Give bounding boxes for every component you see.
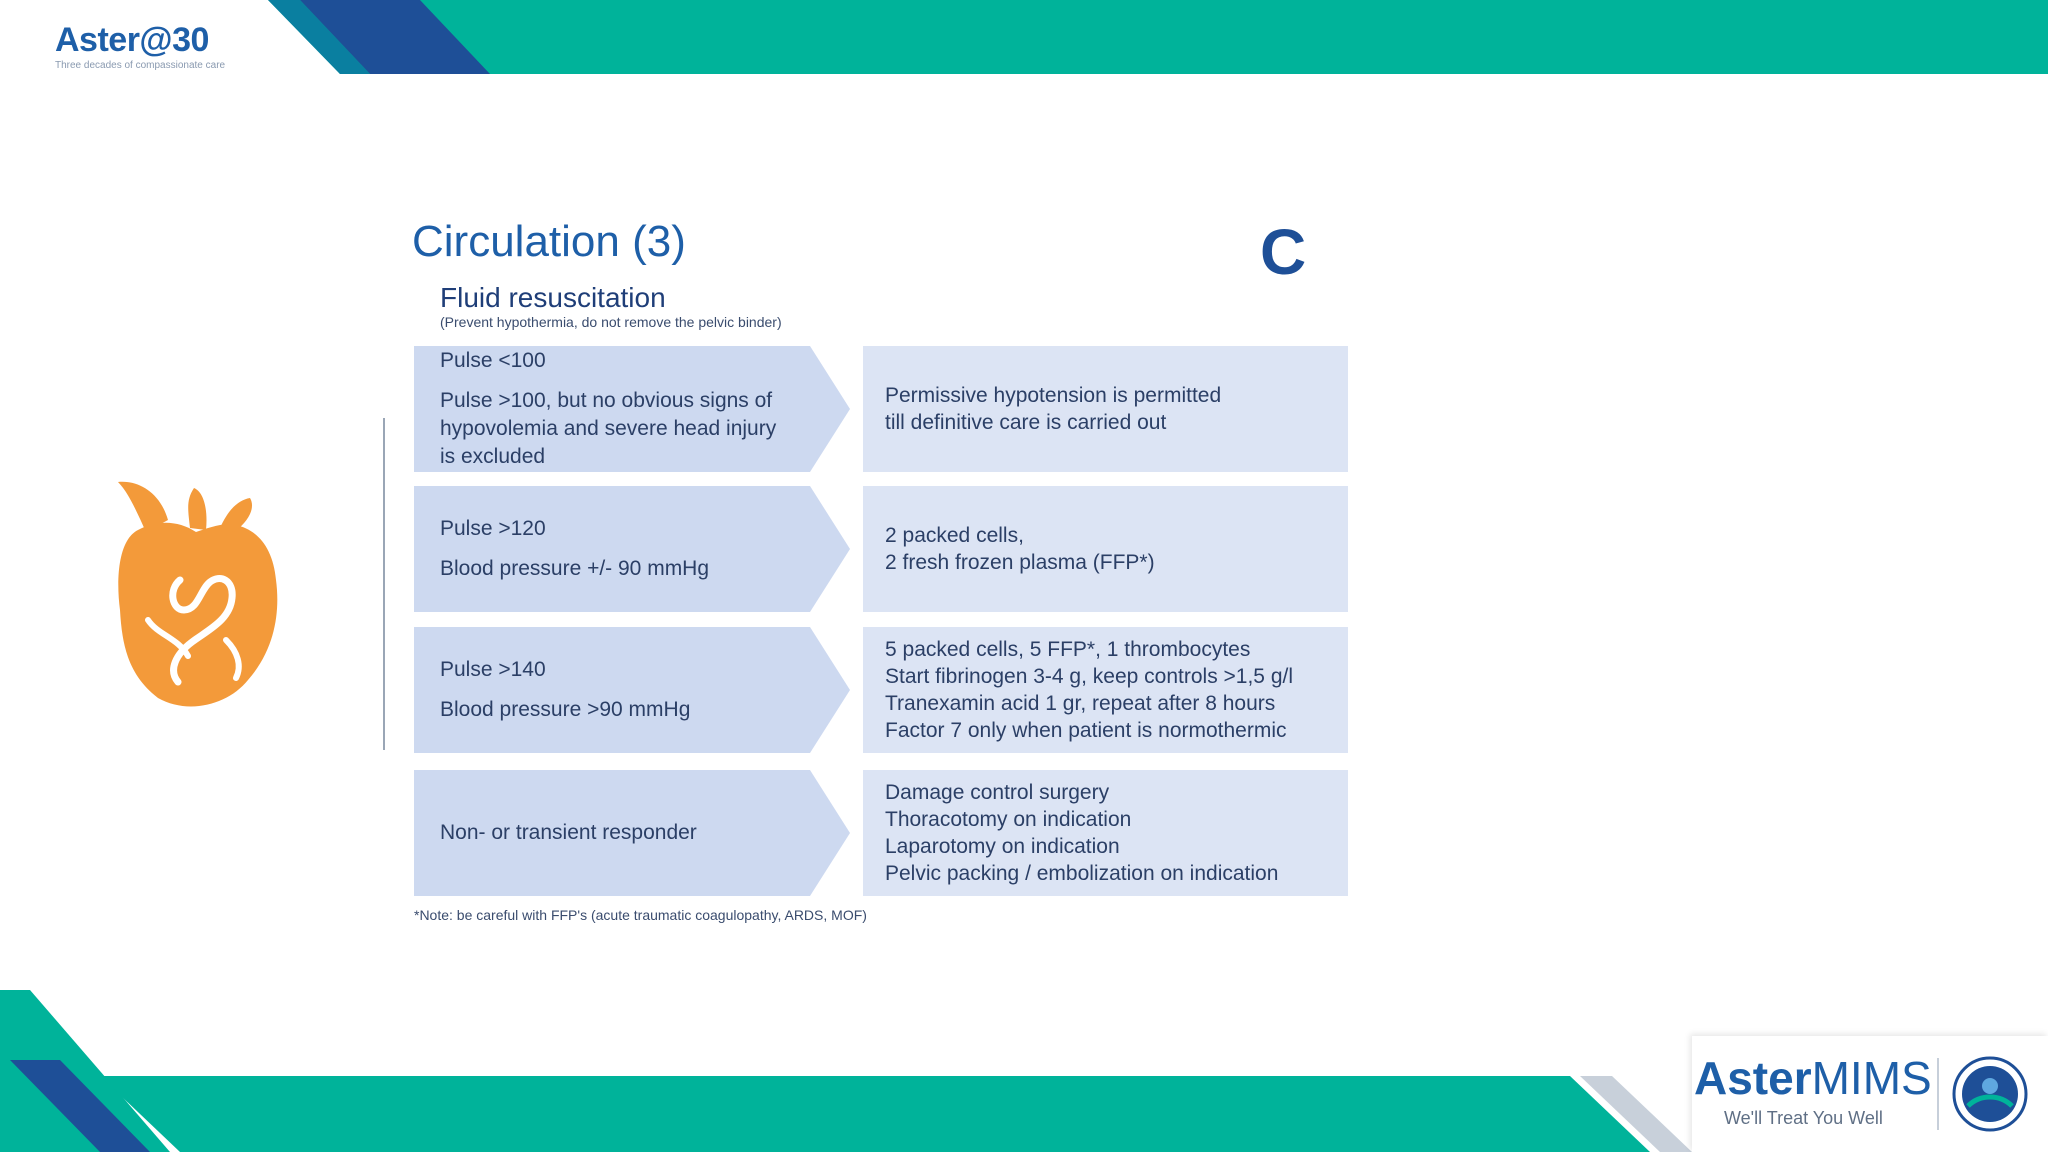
section-letter: C (1260, 216, 1307, 288)
action-line: Damage control surgery (885, 781, 1110, 804)
condition-line: hypovolemia and severe head injury (440, 417, 777, 440)
action-box (863, 770, 1348, 896)
aster-mims-logo (1692, 1036, 2048, 1152)
condition-line: Pulse >100, but no obvious signs of (440, 389, 773, 412)
action-line: Start fibrinogen 3-4 g, keep controls >1,5 g/l (885, 665, 1293, 688)
bottom-logo-tagline: We'll Treat You Well (1724, 1108, 1883, 1128)
top-logo-text: Aster@30 (55, 21, 209, 59)
slide-title: Circulation (3) (412, 217, 686, 266)
action-line: 5 packed cells, 5 FFP*, 1 thrombocytes (885, 638, 1251, 661)
condition-arrow (414, 770, 850, 896)
divider-line (383, 418, 385, 750)
protocol-row-4 (414, 770, 1348, 896)
condition-arrow (414, 627, 850, 753)
top-banner (0, 0, 2048, 74)
action-box (863, 627, 1348, 753)
action-box (863, 346, 1348, 472)
condition-line: Blood pressure >90 mmHg (440, 698, 691, 721)
heart-icon (108, 470, 288, 710)
action-line: 2 fresh frozen plasma (FFP*) (885, 551, 1155, 574)
protocol-row-2 (414, 486, 1348, 612)
condition-line: Pulse >120 (440, 517, 546, 540)
bottom-logo-bold: Aster (1694, 1052, 1812, 1104)
condition-line: Pulse >140 (440, 658, 546, 681)
action-line: Laparotomy on indication (885, 835, 1120, 858)
action-line: 2 packed cells, (885, 524, 1024, 547)
condition-arrow (414, 486, 850, 612)
action-line: Tranexamin acid 1 gr, repeat after 8 hours (885, 692, 1276, 715)
subtitle-note: (Prevent hypothermia, do not remove the pelvic binder) (440, 314, 782, 330)
top-logo-tagline: Three decades of compassionate care (55, 60, 226, 71)
action-line: Thoracotomy on indication (885, 808, 1132, 831)
bottom-logo-text (1694, 1054, 1932, 1102)
action-line: till definitive care is carried out (885, 411, 1167, 434)
condition-line: Blood pressure +/- 90 mmHg (440, 557, 710, 580)
action-line: Factor 7 only when patient is normothermic (885, 719, 1287, 742)
slide-subtitle: Fluid resuscitation (440, 282, 666, 313)
protocol-row-3 (414, 627, 1348, 753)
action-box (863, 486, 1348, 612)
anniversary-seal-icon (1950, 1054, 2030, 1134)
footnote: *Note: be careful with FFP's (acute traumatic coagulopathy, ARDS, MOF) (414, 907, 867, 923)
condition-line: Pulse <100 (440, 349, 546, 372)
logo-divider (1937, 1058, 1939, 1130)
aster-30-logo (55, 22, 255, 78)
condition-line: Non- or transient responder (440, 821, 697, 844)
action-line: Permissive hypotension is permitted (885, 384, 1222, 407)
condition-arrow (414, 346, 850, 472)
protocol-row-1 (414, 346, 1348, 472)
bottom-logo-regular: MIMS (1811, 1052, 1932, 1104)
action-line: Pelvic packing / embolization on indication (885, 862, 1279, 885)
condition-line: is excluded (440, 445, 546, 468)
